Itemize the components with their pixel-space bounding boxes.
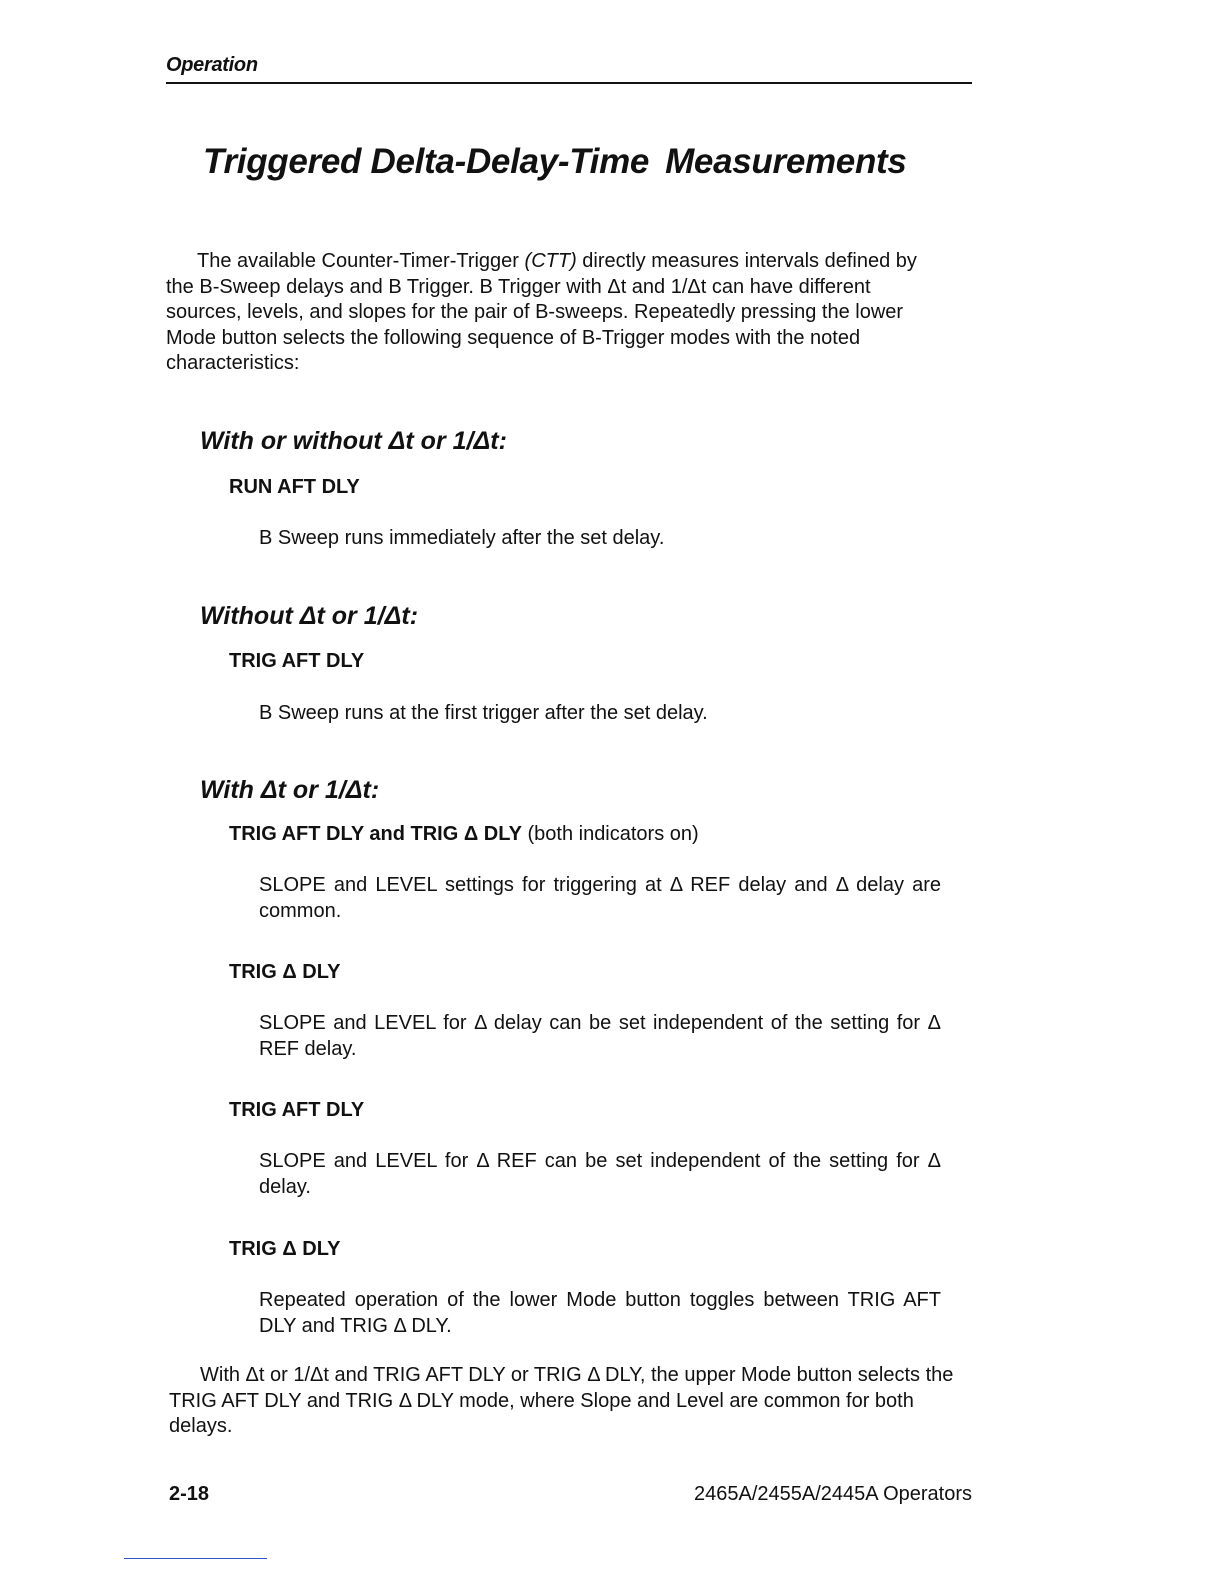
- footer-manual-name: 2465A/2455A/2445A Operators: [694, 1483, 972, 1505]
- intro-text-before: The available Counter-Timer-Trigger: [197, 250, 525, 272]
- section-heading-with-or-without: With or without Δt or 1/Δt:: [200, 427, 507, 455]
- page-title-part2: Measurements: [665, 142, 907, 181]
- mode-label-note: (both indicators on): [521, 823, 699, 845]
- mode-label-trig-aft-dly-and-trig-delta-dly: [229, 823, 699, 846]
- mode-label-trig-aft-dly: TRIG AFT DLY: [229, 650, 365, 672]
- header-section-label: Operation: [166, 54, 258, 76]
- intro-paragraph: [166, 249, 946, 377]
- closing-text: With Δt or 1/Δt and TRIG AFT DLY or TRIG Δ DLY, the upper Mode button selects the TRIG AFT DLY and TRIG Δ DLY mode, where Slope and Level are common for both delays.: [169, 1364, 954, 1438]
- intro-ctt: (CTT): [524, 250, 577, 272]
- mode-label-trig-delta-dly: TRIG Δ DLY: [229, 1238, 341, 1260]
- mode-description: B Sweep runs immediately after the set delay.: [259, 527, 665, 549]
- mode-description: SLOPE and LEVEL for Δ delay can be set independent of the setting for Δ REF delay.: [259, 1012, 941, 1060]
- mode-description: Repeated operation of the lower Mode button toggles between TRIG AFT DLY and TRIG Δ DLY.: [259, 1289, 941, 1337]
- footer-link-underline: [124, 1558, 267, 1559]
- mode-description: SLOPE and LEVEL for Δ REF can be set independent of the setting for Δ delay.: [259, 1150, 941, 1198]
- mode-label-text: TRIG AFT DLY and TRIG Δ DLY: [229, 823, 522, 845]
- header-rule: [166, 82, 972, 84]
- closing-paragraph: [169, 1363, 975, 1440]
- mode-label-trig-aft-dly: TRIG AFT DLY: [229, 1099, 365, 1121]
- mode-label-run-aft-dly: RUN AFT DLY: [229, 476, 360, 498]
- footer-page-number: 2-18: [169, 1483, 210, 1505]
- page-title: [203, 142, 907, 182]
- mode-description: B Sweep runs at the first trigger after the set delay.: [259, 702, 708, 724]
- intro-text-after: directly measures intervals defined by the B-Sweep delays and B Trigger. B Trigger with Δt and 1/Δt can have different sources, levels, and slopes for the pair of B-sweeps. Repeatedly pressing the lower Mode button selects the following sequence of B-Trigger modes with the noted characteristics:: [166, 250, 917, 375]
- section-heading-without: Without Δt or 1/Δt:: [200, 602, 419, 630]
- mode-description: SLOPE and LEVEL settings for triggering at Δ REF delay and Δ delay are common.: [259, 874, 941, 922]
- mode-label-trig-delta-dly: TRIG Δ DLY: [229, 961, 341, 983]
- section-heading-with: With Δt or 1/Δt:: [200, 776, 380, 804]
- page-title-part1: Triggered Delta-Delay-Time: [203, 142, 650, 181]
